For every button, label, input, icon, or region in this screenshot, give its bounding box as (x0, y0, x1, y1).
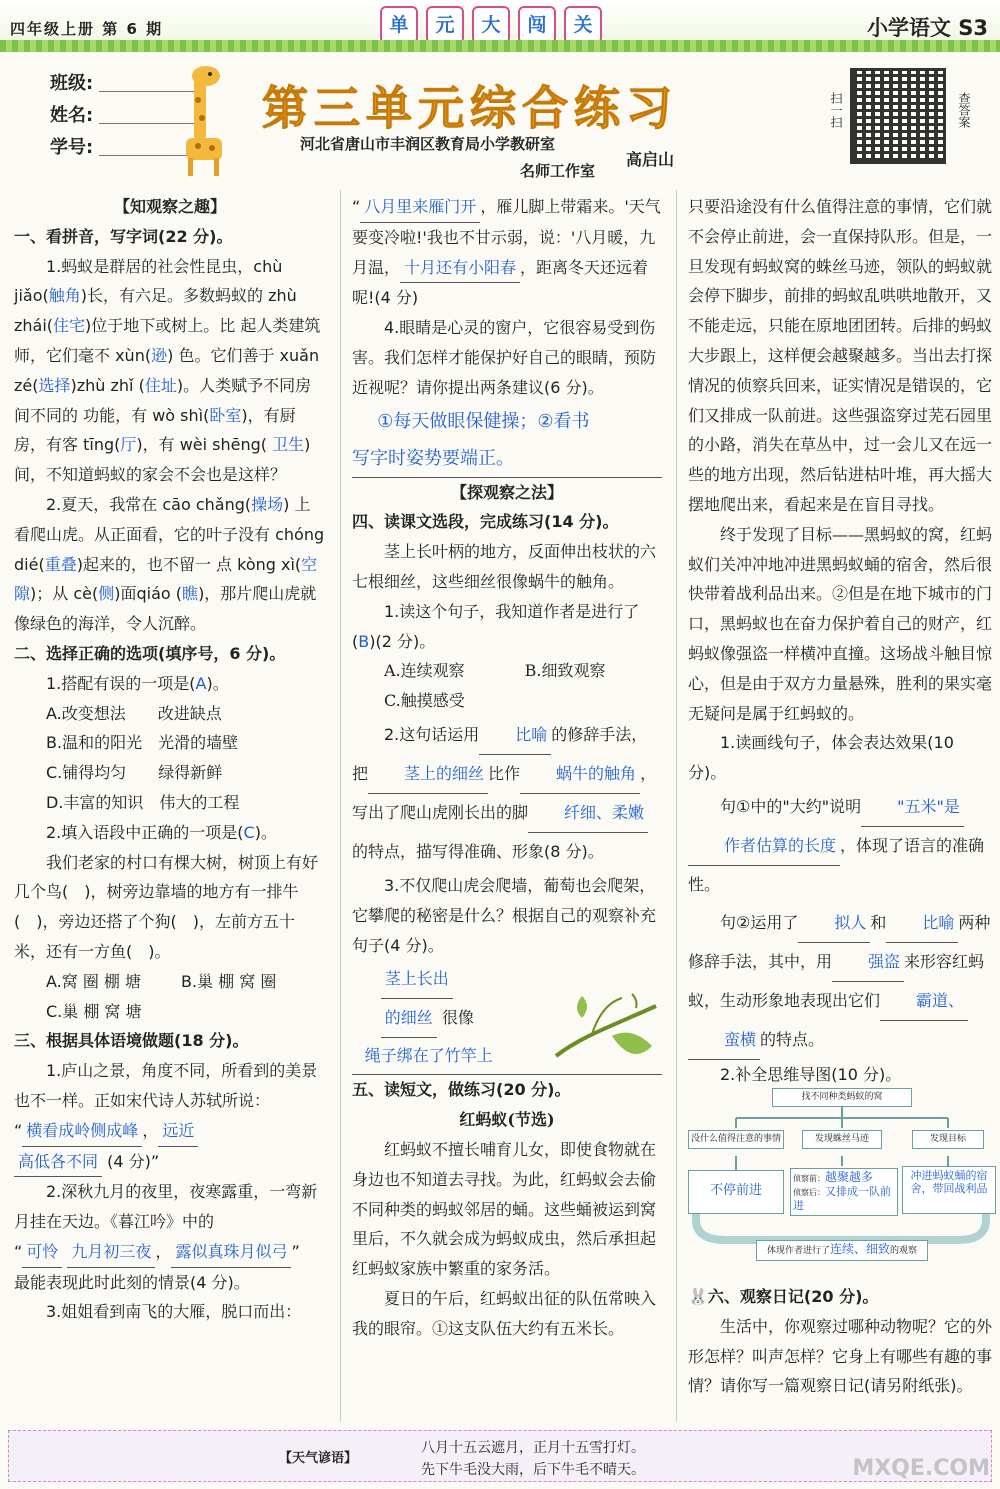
answer: 触角 (48, 286, 81, 306)
answer: 的细丝 (381, 999, 437, 1038)
text: 1.搭配有误的一项是( (46, 673, 196, 693)
story-q1-a (688, 788, 996, 904)
options-row (352, 656, 662, 686)
text: 1.蚂蚁是群居的社会性昆虫，chù (46, 256, 283, 276)
context-1: 1.庐山之景，角度不同，所看到的美景也不一样。正如宋代诗人苏轼所说： (14, 1061, 318, 1110)
answer: 蜗牛的触角 (520, 755, 640, 794)
name-label: 姓名: (50, 105, 94, 126)
proverb-line: 先下牛毛没大雨，后下牛毛不晴天。 (421, 1462, 645, 1478)
answer: 比喻 (886, 904, 958, 943)
text: )。 (206, 673, 229, 693)
read-q2 (352, 716, 662, 871)
answer: 蛮横 (688, 1021, 760, 1060)
story-paragraph: 红蚂蚁不擅长哺育儿女，即使食物就在身边也不知道去寻找。为此，红蚂蚁会去偷不同种类的蚂蚁邻居的蛹。这些蛹被运到窝里后，不久就会成为蚂蚁成虫，然后承担起红蚂蚁家族中繁重的家务活。 (352, 1139, 657, 1279)
text: 比作 (488, 763, 521, 783)
text: 句①中的"大约"说明 (720, 796, 862, 816)
answer: 比喻 (479, 716, 551, 755)
text: ，距离冬天还远着呢!(4 分) (352, 257, 649, 308)
question-1 (14, 252, 326, 490)
text: 的修辞手法，把 (352, 724, 648, 783)
text: 功能，有 wò shì( (83, 405, 210, 425)
text: ，雁儿脚上带霜来。'天气要变冷啦!'我也不甘示弱，说： (352, 197, 661, 247)
answer: 住址 (144, 375, 177, 395)
option: A.连续观察 (384, 661, 465, 681)
context-2: 2.深秋九月的夜里，夜寒露重，一弯新月挂在天边。《暮江吟》中的 (14, 1182, 318, 1232)
text: tīng( (83, 435, 121, 455)
story-paragraph: 夏日的午后，红蚂蚁出征的队伍常映入我的眼帘。①这支队伍大约有五米长。 (352, 1288, 657, 1338)
text: )起来的，也不留一 (76, 554, 211, 574)
story-paragraph: 终于发现了目标——黑蚂蚁的窝，红蚂蚁们关冲冲地冲进黑蚂蚁蛹的宿舍，然后很快带着战利品出来。②但是在地下城市的门口，黑蚂蚁也在奋力保护着自己的财产，红蚂蚁像强盗一样横冲直撞。这场战斗触目惊心，但是由于双方力量悬殊，胜利的果实毫无疑问是属于红蚂蚁的。 (688, 524, 993, 723)
answer: 九月初三夜 (67, 1237, 155, 1268)
section-title: 五、读短文，做练习(20 分)。 (352, 1080, 571, 1100)
context-2-answer: “ 可怜 九月初三夜 ， 露似真珠月似弓 ” (14, 1237, 326, 1268)
text: 不知道蚂蚁的家会不会也是这样？ (46, 465, 287, 485)
context-3: 3.姐姐看到南飞的大雁，脱口而出： (46, 1302, 302, 1322)
answer: 茎上的细丝 (368, 755, 488, 794)
option: A.改变想法 改进缺点 (46, 703, 222, 723)
answer: 作者估算的长度 (688, 827, 840, 866)
banner-char: 元 (426, 6, 464, 44)
text: ) (167, 345, 174, 365)
answer: 绳子绑在了竹竿上 (352, 1038, 662, 1075)
answer: 远近 (158, 1116, 198, 1147)
story-q1: 1.读画线句子，体会表达效果(10 分)。 (688, 733, 954, 783)
text: ) (283, 494, 290, 514)
text: )；从 cè( (30, 584, 99, 604)
answer: 卫生 (272, 435, 305, 455)
read-q3-answer (352, 960, 542, 1038)
answer: 露似真珠月似弓 (171, 1237, 291, 1268)
answer: 空隙 (14, 554, 318, 604)
read-q1 (352, 597, 662, 657)
mind-branch: 发现目标 (912, 1130, 984, 1149)
banner-char: 闯 (518, 6, 556, 44)
diary-section (688, 1282, 996, 1401)
text: (4 分) (107, 1151, 151, 1171)
text: 和 (870, 912, 887, 932)
text: 来形容红蚂蚁，生动形象地表现出它们 (688, 951, 985, 1010)
text: 体现作者进行了 (766, 1246, 830, 1256)
text: )，有 wèi shēng( (136, 435, 268, 455)
answer: B (358, 631, 370, 651)
answer: 重叠 (44, 554, 77, 574)
section-title: 四、读课文选段，完成练习(14 分)。 (352, 512, 619, 532)
column-3 (688, 192, 996, 1090)
section-title (688, 1282, 996, 1312)
mind-answer: 冲进蚂蚁蛹的宿舍，带回战利品 (902, 1166, 996, 1214)
scan-label: 扫一扫 (829, 92, 843, 128)
answer: 瞧 (182, 584, 199, 604)
context-1-answer: “ 横看成岭侧成峰 ， 远近 高低各不同 (4 分)” (14, 1116, 326, 1178)
answer: 八月里来雁门开 (360, 192, 480, 223)
answer: 厅 (120, 435, 137, 455)
affiliation: 河北省唐山市丰润区教育局小学教研室 (300, 135, 556, 153)
grass-decoration (0, 40, 1000, 52)
text: zhù zhái( (14, 286, 297, 336)
choice-2 (14, 818, 326, 848)
grape-vine-icon (552, 986, 660, 1070)
answer: 横看成岭侧成峰 (22, 1116, 142, 1147)
mind-answer-box (790, 1168, 898, 1216)
answer: 霸道、 (880, 982, 968, 1021)
text: 色。它们善于 xuǎn zé( (14, 345, 320, 395)
question-4: 4.眼睛是心灵的窗户，它很容易受到伤害。我们怎样才能保护好自己的眼睛，预防近视呢？请你提出两条建议(6 分)。 (352, 318, 657, 397)
story-title: 红蚂蚁(节选) (459, 1110, 555, 1130)
affiliation-2: 名师工作室 (520, 162, 596, 180)
option: A.窝 圈 棚 塘 (46, 971, 142, 991)
answer-label: 查答案 (957, 92, 971, 128)
text: 2.夏天，我常在 cāo chǎng( (46, 494, 252, 514)
read-q3: 3.不仅爬山虎会爬墙，葡萄也会爬架，它攀爬的秘密是什么？根据自己的观察补充句子(4 分)。 (352, 875, 657, 955)
story-paragraph: 只要沿途没有什么值得注意的事情，它们就不会停止前进，会一直保持队形。但是，一旦发现有蚂蚁窝的蛛丝马迹，领队的蚂蚁就会停下脚步，前排的蚂蚁乱哄哄地散开，又不能走远，只能在原地团团转。后排的蚂蚁大步跟上，这样便会越聚越多。当出去打探情况的侦察兵回来，证实情况是错误的，它们又排成一队前进。这些强盗穿过芜石园里的小路，消失在草丛中，过一会儿又在远一些的地方出现，然后钻进枯叶堆，再大摇大摆地爬出来，看起来是在盲目寻找。 (688, 197, 993, 514)
story-q1-b (688, 904, 996, 1060)
answer: 又排成一队前进 (793, 1185, 891, 1212)
text: '八月暖，九月温， (352, 227, 656, 277)
section-heading: 【知观察之趣】 (113, 197, 226, 216)
text: 2.这句话运用 (384, 724, 480, 744)
answer: 茎上长出 (381, 960, 453, 999)
banner-char: 大 (472, 6, 510, 44)
answer: C (243, 822, 255, 842)
option: D.丰富的知识 伟大的工程 (46, 792, 240, 812)
choice-1 (14, 669, 326, 699)
answer: 逊 (151, 345, 168, 365)
watermark: MXQE.COM (852, 1456, 990, 1481)
proverb-line: 八月十五云遮月，正月十五雪打灯。 (421, 1440, 645, 1456)
text: ( (175, 584, 183, 604)
text: 侦察后： (793, 1188, 825, 1197)
text: ( (138, 375, 145, 395)
text: )位于地下或树上。比 (85, 316, 236, 336)
text: )长，有六足。多数蚂蚁的 (80, 286, 263, 306)
answer: 住宅 (53, 316, 86, 336)
text: 1.读这个句子，我知道作者是进行了( (352, 601, 640, 651)
section-heading: 【探观察之法】 (450, 482, 563, 502)
proverb-tag: 【天气谚语】 (279, 1451, 358, 1466)
text: 两种修辞手法，其中，用 (688, 912, 991, 971)
page-title: 第三单元综合练习 (262, 81, 678, 135)
text: jiǎo( (14, 286, 49, 306)
answer: 连续、细致 (829, 1242, 890, 1256)
text: )zhù zhǐ (70, 375, 134, 395)
mind-map (686, 1080, 998, 1280)
answer: 写字时姿势要端正。 (352, 441, 662, 478)
column-divider (340, 190, 341, 1422)
text: 2.填入语段中正确的一项是( (46, 822, 244, 842)
text: 人沉醉。 (142, 614, 207, 634)
answer: ①每天做眼保健操；②看书 (377, 410, 590, 432)
section-title: 二、选择正确的选项(填序号，6 分)。 (14, 643, 286, 663)
mind-top: 找不同种类蚂蚁的窝 (772, 1088, 912, 1107)
option: C.触摸感受 (384, 691, 465, 711)
mind-bottom (756, 1240, 928, 1261)
text: 的观察 (890, 1246, 918, 1256)
text: )面qiáo (114, 584, 171, 604)
answer: 强盗 (832, 943, 904, 982)
excerpt: 茎上长叶柄的地方，反面伸出枝状的六七根细丝，这些细丝很像蜗牛的触角。 (352, 542, 657, 591)
qr-code[interactable] (850, 68, 946, 164)
answer: 可怜 (22, 1237, 62, 1268)
options-row (14, 967, 326, 997)
mind-branch: 发现蛛丝马迹 (802, 1130, 882, 1149)
text: 的特点，描写得准确、形象(8 分)。 (352, 841, 604, 861)
mind-answer: 不停前进 (688, 1170, 784, 1214)
author-name: 高启山 (626, 150, 675, 169)
subject-label: 小学语文 S3 (866, 16, 988, 40)
text: )，有厨房，有客 (14, 405, 296, 455)
id-label: 学号: (50, 137, 94, 158)
option: B.温和的阳光 光滑的墙壁 (46, 733, 239, 753)
answer: 拟人 (798, 904, 870, 943)
option: C.铺得均匀 绿得新鲜 (46, 763, 223, 783)
context-2-tail: 最能表现此时此刻的情景(4 分)。 (14, 1272, 250, 1292)
unit-banner (380, 6, 602, 44)
banner-char: 单 (380, 6, 418, 44)
choice-2-text: 我们老家的村口有棵大树，树顶上有好几个鸟( )，树旁边靠墙的地方有一排牛( )，旁边还搭了个狗( )，左前方五十米，还有一方鱼( )。 (14, 852, 319, 961)
text: )。人类赋予不同房间不同的 (14, 375, 312, 425)
giraffe-icon (176, 60, 232, 178)
text: 很像 (441, 1008, 474, 1028)
answer: 卧室 (209, 405, 242, 425)
text: 句②运用了 (720, 912, 799, 932)
text: )，那片爬山虎就像绿色的海洋，令 (14, 584, 317, 634)
text: )。 (254, 822, 277, 842)
option: B.细致观察 (524, 661, 606, 681)
text: 侦察前： (793, 1174, 825, 1183)
mind-branch: 没什么值得注意的事情 (688, 1130, 784, 1149)
section-title: 三、根据具体语境做题(18 分)。 (14, 1031, 249, 1051)
question-2 (14, 490, 326, 639)
option: C.巢 棚 窝 塘 (46, 1001, 142, 1021)
answer: "五米"是 (861, 788, 964, 827)
text: 点 kòng xì( (216, 554, 302, 574)
text: ，体现了语言的准确性。 (688, 835, 985, 894)
column-divider (676, 190, 677, 1422)
answer: A (195, 673, 207, 693)
answer: 选择 (38, 375, 71, 395)
diary-prompt: 生活中，你观察过哪种动物呢？它的外形怎样？叫声怎样？它身上有哪些有趣的事情？请你写一篇观察日记(请另附纸张)。 (688, 1316, 993, 1396)
context-3-answer: “ 八月里来雁门开 ，雁儿脚上带霜来。'天气要变冷啦!'我也不甘示弱，说：'八月暖，九月温， 十月还有小阳春 ，距离冬天还远着呢!(4 分) (352, 192, 662, 313)
option: B.巢 棚 窝 圈 (181, 971, 277, 991)
answer: 高低各不同 (14, 1147, 102, 1178)
answer: 侧 (98, 584, 115, 604)
answer: 纤细、柔嫩 (528, 794, 648, 833)
story-q2: 2.补全思维导图(10 分)。 (720, 1064, 902, 1084)
text: ，写出了爬山虎刚长出的脚 (352, 763, 657, 822)
text: 六、观察日记(20 分)。 (707, 1287, 879, 1306)
section-title: 一、看拼音，写字词(22 分)。 (14, 226, 233, 246)
column-1 (14, 192, 326, 1327)
banner-char: 关 (564, 6, 602, 44)
answer: 越聚越多 (825, 1170, 874, 1184)
text: )间， (14, 435, 311, 485)
answer: 操场 (251, 494, 284, 514)
answer: 十月还有小阳春 (400, 253, 520, 284)
issue-label: 四年级上册 第 6 期 (10, 20, 164, 38)
text: 上看爬山虎。从正面看，它的叶子没有 (14, 494, 311, 544)
text: chóng dié( (14, 524, 325, 574)
rabbit-icon: 🐰 (688, 1287, 708, 1306)
footer-proverbs (8, 1430, 992, 1482)
text: )(2 分)。 (369, 631, 436, 651)
text: 起人类建筑师，它们毫不 xùn( (14, 316, 321, 365)
column-2 (352, 192, 662, 1344)
text: 的特点。 (760, 1029, 825, 1049)
class-label: 班级: (50, 73, 94, 94)
